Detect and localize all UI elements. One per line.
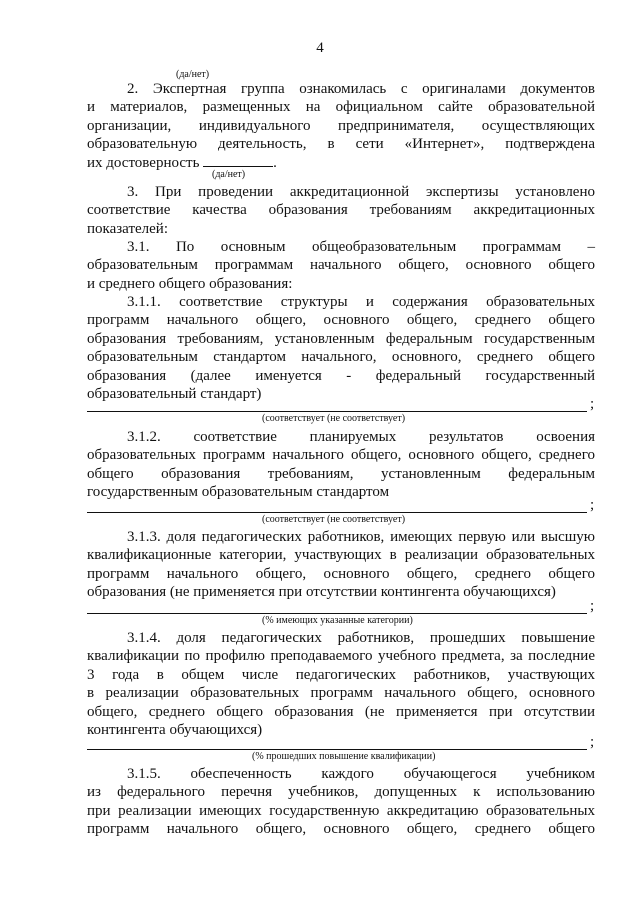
text-line: при реализации имеющих государственную аккредитацию образовательных: [87, 802, 595, 819]
paragraph-3-1: [87, 238, 595, 293]
text-line: и материалов, размещенных на официальном сайте образовательной: [87, 99, 595, 116]
answer-line[interactable]: [87, 512, 587, 513]
text-fragment: .: [273, 154, 277, 171]
yes-no-caption: (да/нет): [176, 69, 210, 80]
paragraph-3-1-4: [87, 629, 595, 739]
semicolon: ;: [590, 396, 595, 412]
complies-caption: (соответствует (не соответствует): [262, 514, 406, 525]
text-line: 3.1.3. доля педагогических работников, имеющих первую или высшую: [127, 529, 595, 545]
semicolon: ;: [590, 497, 595, 513]
text-line: 3.1. По основным общеобразовательным программам –: [127, 239, 595, 255]
text-line: общего образования требованиям, установленным федеральным: [87, 465, 595, 482]
text-line: соответствие качества образования требованиям аккредитационных: [87, 202, 595, 219]
yes-no-caption: (да/нет): [212, 169, 246, 180]
text-line: 2. Экспертная группа ознакомилась с оригиналами документов: [127, 81, 595, 97]
text-line: программ начального общего, основного общего, среднего общего: [87, 821, 595, 838]
paragraph-3-1-1: [87, 293, 595, 403]
text-line: образовательным стандартом начального, основного, среднего общего: [87, 349, 595, 366]
percent-training-caption: (% прошедших повышение квалификации): [252, 751, 436, 762]
text-line: показателей:: [87, 220, 168, 237]
text-line: организации, индивидуального предпринимателя, осуществляющих: [87, 117, 595, 134]
text-line: контингента обучающихся): [87, 722, 263, 739]
text-line: образования требованиям, установленным федеральным государственным: [87, 330, 595, 347]
paragraph-3-1-5: [87, 765, 595, 839]
answer-line[interactable]: [87, 411, 587, 412]
paragraph-2: [87, 80, 595, 172]
semicolon: ;: [590, 734, 595, 750]
text-line: 3.1.4. доля педагогических работников, прошедших повышение: [127, 630, 595, 646]
paragraph-3-1-3: [87, 528, 595, 602]
text-line: 3.1.1. соответствие структуры и содержания образовательных: [127, 294, 595, 310]
text-line: и среднего общего образования:: [87, 275, 293, 292]
semicolon: ;: [590, 598, 595, 614]
answer-blank[interactable]: [203, 154, 273, 167]
percent-categories-caption: (% имеющих указанные категории): [262, 615, 413, 626]
text-line: 3. При проведении аккредитационной экспертизы установлено: [127, 184, 595, 200]
text-line: образования (далее именуется - федеральный государственный: [87, 367, 595, 384]
text-line: 3 года в общем числе педагогических работников, участвующих: [87, 666, 595, 683]
text-line: программ начального общего, основного общего, среднего общего: [87, 565, 595, 582]
paragraph-3-1-2: [87, 428, 595, 502]
text-line: квалификации по профилю преподаваемого учебного предмета, за последние: [87, 648, 595, 665]
text-line: квалификационные категории, участвующих в реализации образовательных: [87, 547, 595, 564]
text-line: в реализации образовательных программ начального общего, основного: [87, 685, 595, 702]
text-line: 3.1.2. соответствие планируемых результатов освоения: [127, 429, 595, 445]
text-line: образовательным программам начального общего, основного общего: [87, 257, 595, 274]
text-line: из федерального перечня учебников, допущенных к использованию: [87, 784, 595, 801]
text-fragment: их достоверность: [87, 154, 200, 171]
text-line: 3.1.5. обеспеченность каждого обучающегося учебником: [127, 766, 595, 782]
text-line: программ начального общего, основного общего, среднего общего: [87, 312, 595, 329]
text-line: государственным образовательным стандартом: [87, 484, 390, 501]
text-line: образования (не применяется при отсутствии контингента обучающихся): [87, 584, 556, 601]
text-line: образовательный стандарт): [87, 386, 262, 403]
complies-caption: (соответствует (не соответствует): [262, 413, 406, 424]
answer-line[interactable]: [87, 613, 587, 614]
text-line: образовательную деятельность, в сети «Интернет», подтверждена: [87, 136, 595, 153]
page-number: 4: [316, 40, 324, 56]
text-line: общего, среднего общего образования (не применяется при отсутствии: [87, 703, 595, 720]
paragraph-3: [87, 183, 595, 238]
answer-line[interactable]: [87, 749, 587, 750]
text-line: [87, 154, 595, 172]
text-line: образовательных программ начального общего, основного общего, среднего: [87, 447, 595, 464]
